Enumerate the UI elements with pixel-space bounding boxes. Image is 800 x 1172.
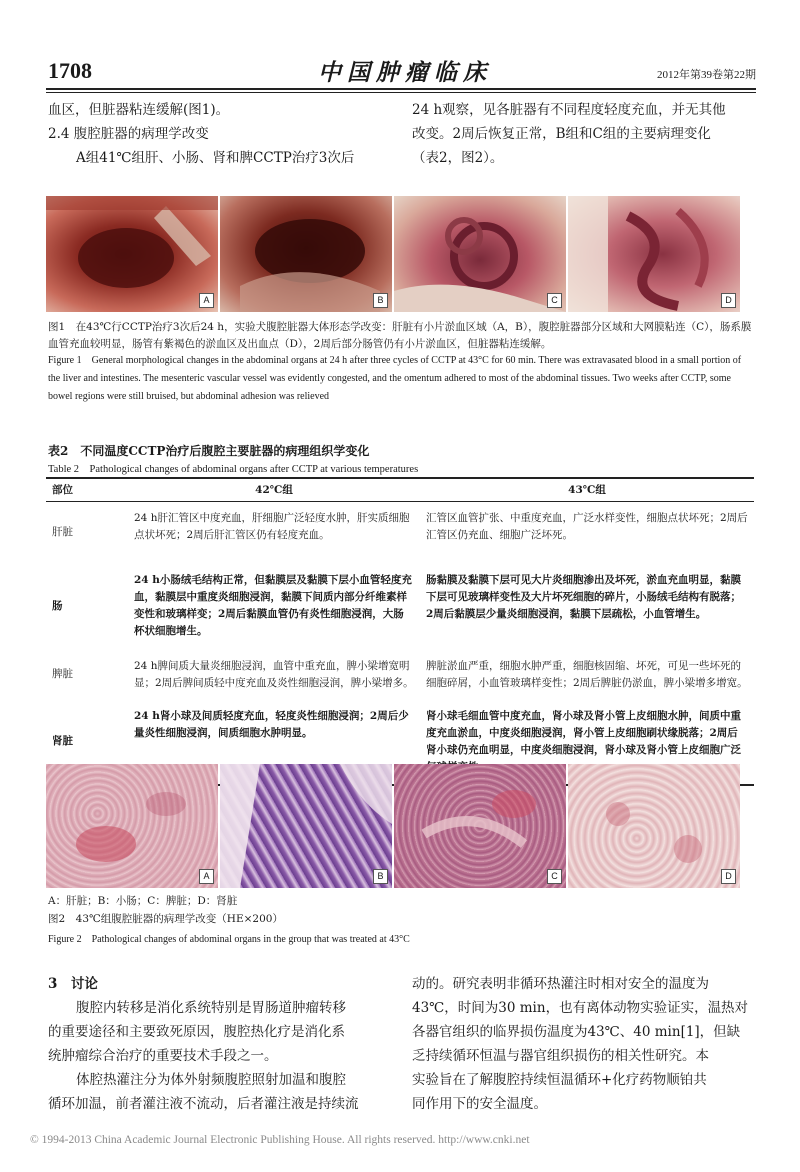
cell-42c: 24 h脾间质大量炎细胞浸润，血管中重充血，脾小梁增宽明显；2周后脾间质轻中度充血及炎性细胞浸润，脾小梁增多。 bbox=[134, 659, 414, 689]
body-line: 统肿瘤综合治疗的重要技术手段之一。 bbox=[48, 1048, 278, 1064]
panel-label: B bbox=[373, 869, 388, 884]
header-rule-thin bbox=[46, 92, 756, 93]
panel-label: D bbox=[721, 869, 736, 884]
panel-label: C bbox=[547, 293, 562, 308]
page-number: 1708 bbox=[48, 58, 92, 83]
figure1-caption-cn: 图1 在43℃行CCTP治疗3次后24 h，实验犬腹腔脏器大体形态学改变：肝脏有小片淤血区域（A，B），腹腔脏器部分区域和大网膜粘连（C），肠系膜血管充血较明显，肠管有紫褐色的淤血区及出血点（D），2周后部分肠管仍有小片淤血区，但脏器粘连缓解。 bbox=[48, 321, 752, 350]
figure1-photo-d bbox=[568, 196, 740, 312]
figure1-photo-b bbox=[220, 196, 392, 312]
body-line: 各器官组织的临界损伤温度为43℃、40 min[1]，但缺 bbox=[412, 1024, 741, 1040]
table2-title-en: Table 2 Pathological changes of abdominal organs after CCTP at various temperatures bbox=[48, 464, 419, 475]
figure2-caption-en: Figure 2 Pathological changes of abdominal organs in the group that was treated at 43°C bbox=[48, 934, 410, 945]
body-line: 同作用下的安全温度。 bbox=[412, 1096, 547, 1112]
table-row bbox=[46, 502, 754, 564]
top-left-column bbox=[48, 98, 388, 170]
table-row bbox=[46, 564, 754, 650]
body-line: （表2，图2）。 bbox=[412, 150, 504, 166]
organ-cell: 肝脏 bbox=[52, 526, 73, 539]
cell-42c: 24 h肝汇管区中度充血，肝细胞广泛轻度水肿，肝实质细胞点状坏死；2周后肝汇管区仍有轻度充血。 bbox=[134, 512, 410, 541]
body-line: 循环加温，前者灌注液不流动，后者灌注液是持续流 bbox=[48, 1096, 359, 1112]
cell-42c: 24 h肾小球及间质轻度充血，轻度炎性细胞浸润；2周后少量炎性细胞浸润，间质细胞水肿明显。 bbox=[134, 709, 409, 739]
figure2-micrograph-d bbox=[568, 764, 740, 888]
body-line: 的重要途径和主要致死原因，腹腔热化疗是消化系 bbox=[48, 1024, 345, 1040]
cell-43c: 脾脏淤血严重，细胞水肿严重，细胞核固缩、坏死，可见一些坏死的细胞碎屑，小血管玻璃样变性；2周后脾脏仍淤血，脾小梁增多增宽。 bbox=[426, 659, 748, 689]
figure2-micrograph-b bbox=[220, 764, 392, 888]
cell-43c: 肾小球毛细血管中度充血，肾小球及肾小管上皮细胞水肿，间质中重度充血淤血，中度炎细胞浸润，肾小管上皮细胞刷状缘脱落；2周后肾小球仍充血明显，中度炎细胞浸润，肾小球及肾小管上皮细胞广泛 bbox=[426, 709, 741, 756]
top-right-column bbox=[412, 98, 756, 170]
body-line: 乏持续循环恒温与器官组织损伤的相关性研究。本 bbox=[412, 1048, 709, 1064]
figure1-caption-en: Figure 1 General morphological changes in the abdominal organs at 24 h after three cycles of CCTP at 43°C for 60 min. There was extravasated blood in a small portion of the liver and intestines. The mesenteric vascular vessel was evidently congested, and the omentum adhered to most of the abdominal tissues. Two weeks after CCTP, some bowel regions were still bruised, but abdominal adhesion was relieved bbox=[48, 355, 742, 402]
panel-label: A bbox=[199, 293, 214, 308]
section-heading-2-4: 2.4 腹腔脏器的病理学改变 bbox=[48, 126, 209, 142]
organ-cell: 肾脏 bbox=[52, 735, 73, 747]
panel-label: B bbox=[373, 293, 388, 308]
figure2-micrograph-c bbox=[394, 764, 566, 888]
column-header-42c: 42℃组 bbox=[128, 478, 420, 502]
discussion-left-column bbox=[48, 972, 392, 1116]
table2-title-cn: 表2 不同温度CCTP治疗后腹腔主要脏器的病理组织学变化 bbox=[48, 444, 370, 458]
pathology-table bbox=[46, 477, 754, 786]
organ-cell: 肠 bbox=[52, 600, 63, 612]
discussion-right-column bbox=[412, 972, 756, 1116]
body-line: 动的。研究表明非循环热灌注时相对安全的温度为 bbox=[412, 976, 709, 992]
cell-43c: 肠黏膜及黏膜下层可见大片炎细胞渗出及坏死，淤血充血明显，黏膜下层可见玻璃样变性及大片坏死细胞的碎片，小肠绒毛结构有脱落；2周后黏膜层少量炎细胞浸润，黏膜下层疏松，小血管增生。 bbox=[426, 573, 741, 620]
panel-label: A bbox=[199, 869, 214, 884]
table-row bbox=[46, 650, 754, 700]
column-header-43c: 43℃组 bbox=[420, 478, 754, 502]
cell-42c: 24 h小肠绒毛结构正常，但黏膜层及黏膜下层小血管轻度充血，黏膜层中重度炎细胞浸润，黏膜下间质内部分纤维素样变性和玻璃样变；2周后黏膜血管仍有炎性细胞浸润，大肠杯状细胞增生。 bbox=[134, 573, 412, 637]
body-line: 体腔热灌注分为体外射频腹腔照射加温和腹腔 bbox=[76, 1072, 346, 1088]
issue-info: 2012年第39卷第22期 bbox=[657, 69, 756, 81]
body-line: 腹腔内转移是消化系统特别是胃肠道肿瘤转移 bbox=[76, 1000, 346, 1016]
column-header-site: 部位 bbox=[46, 478, 128, 502]
copyright-footer: © 1994-2013 China Academic Journal Electronic Publishing House. All rights reserved. http://www.cnki.net bbox=[30, 1134, 530, 1146]
body-line: 43℃，时间为30 min，也有离体动物实验证实，温热对 bbox=[412, 1000, 749, 1016]
journal-name: 中国肿瘤临床 bbox=[318, 59, 492, 86]
figure2-micrograph-a bbox=[46, 764, 218, 888]
body-line: 改变。2周后恢复正常，B组和C组的主要病理变化 bbox=[412, 126, 711, 142]
body-line: A组41℃组肝、小肠、肾和脾CCTP治疗3次后 bbox=[76, 150, 355, 166]
body-line: 血区，但脏器粘连缓解(图1)。 bbox=[48, 102, 230, 118]
figure1-photo-a bbox=[46, 196, 218, 312]
organ-cell: 脾脏 bbox=[52, 668, 73, 680]
body-line: 24 h观察，见各脏器有不同程度轻度充血，并无其他 bbox=[412, 102, 726, 118]
panel-label: C bbox=[547, 869, 562, 884]
cell-43c: 汇管区血管扩张、中重度充血，广泛水样变性，细胞点状坏死；2周后汇管区仍充血、细胞广泛坏死。 bbox=[426, 512, 748, 541]
panel-label: D bbox=[721, 293, 736, 308]
section-heading-discussion: 3 讨论 bbox=[48, 976, 98, 992]
figure1-photo-c bbox=[394, 196, 566, 312]
figure2-caption-cn: 图2 43℃组腹腔脏器的病理学改变（HE×200） bbox=[48, 913, 283, 925]
table-header-row bbox=[46, 478, 754, 502]
figure2-legend: A：肝脏；B：小肠；C：脾脏；D：肾脏 bbox=[48, 895, 238, 907]
header-rule bbox=[46, 88, 756, 90]
body-line: 实验旨在了解腹腔持续恒温循环+化疗药物顺铂共 bbox=[412, 1072, 707, 1088]
